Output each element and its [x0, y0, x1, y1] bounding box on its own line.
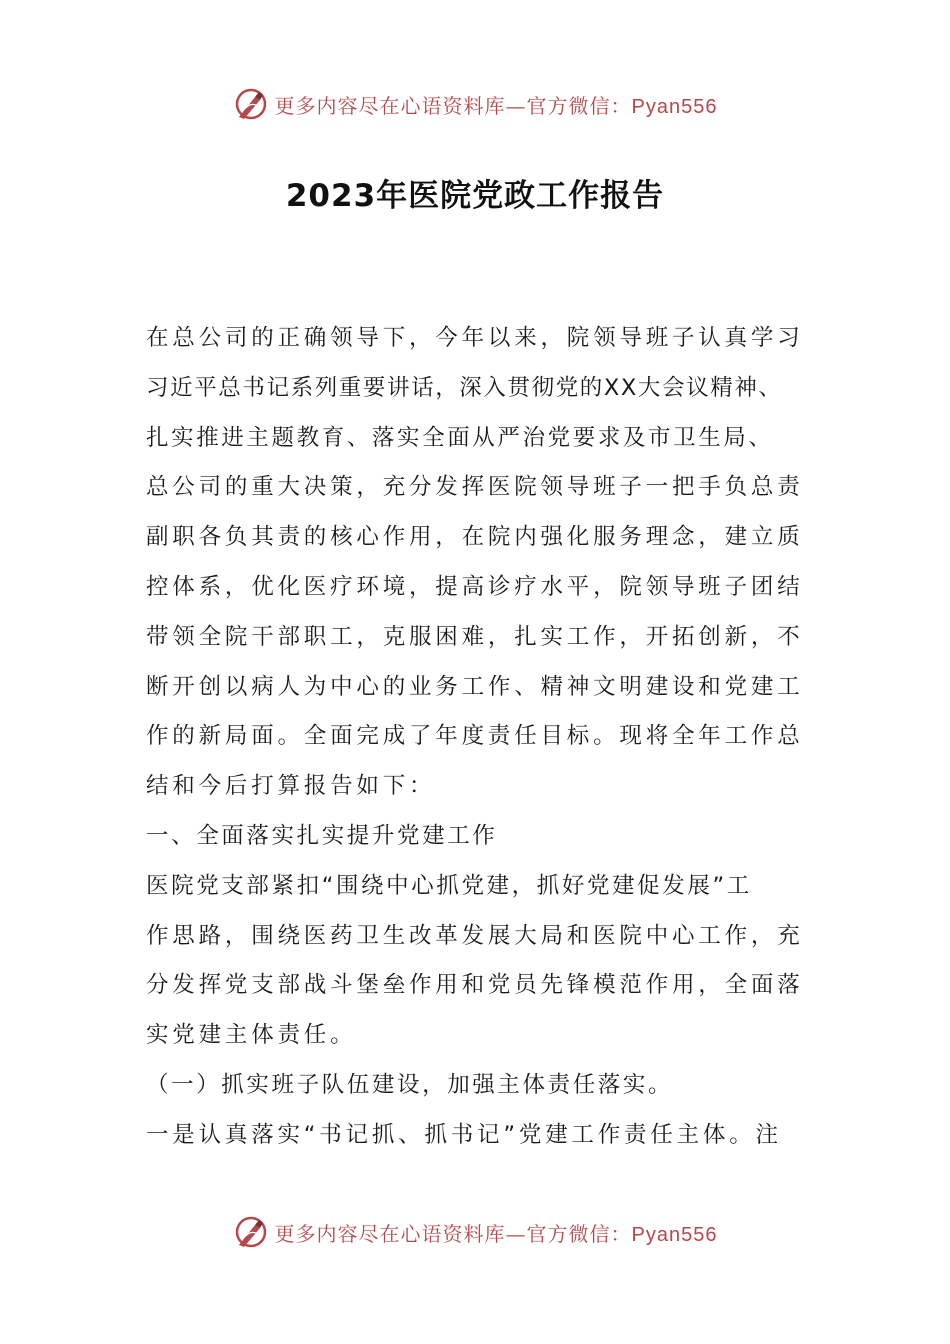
body-line: 一是认真落实“书记抓、抓书记”党建工作责任主体。注	[146, 1121, 782, 1148]
subsection-heading: （一）抓实班子队伍建设，加强主体责任落实。	[146, 1071, 674, 1098]
watermark-text: 更多内容尽在心语资料库—官方微信：Pyan556	[274, 1221, 718, 1246]
document-body	[146, 314, 826, 1161]
pen-circle-logo-icon	[233, 86, 269, 122]
watermark-banner-top	[0, 84, 950, 124]
watermark-text: 更多内容尽在心语资料库—官方微信：Pyan556	[274, 93, 718, 118]
body-line: 作的新局面。全面完成了年度责任目标。现将全年工作总	[146, 723, 804, 750]
body-line: 实党建主体责任。	[146, 1022, 357, 1049]
body-line: 结和今后打算报告如下：	[146, 773, 436, 800]
body-line: 分发挥党支部战斗堡垒作用和党员先锋模范作用，全面落	[146, 972, 804, 999]
watermark-wechat-id: Pyan556	[631, 95, 718, 118]
body-line: 在总公司的正确领导下，今年以来，院领导班子认真学习	[146, 325, 804, 351]
body-line: 副职各负其责的核心作用，在院内强化服务理念，建立质	[146, 524, 804, 551]
section-heading: 一、全面落实扎实提升党建工作	[146, 822, 498, 849]
body-line: 控体系，优化医疗环境，提高诊疗水平，院领导班子团结	[146, 573, 804, 600]
body-line: 作思路，围绕医药卫生改革发展大局和医院中心工作，充	[146, 922, 804, 949]
watermark-wechat-id: Pyan556	[631, 1223, 718, 1246]
body-line: 扎实推进主题教育、落实全面从严治党要求及市卫生局、	[146, 424, 774, 451]
body-line: 习近平总书记系列重要讲话，深入贯彻党的XX大会议精神、	[146, 374, 783, 401]
body-line: 总公司的重大决策，充分发挥医院领导班子一把手负总责	[146, 474, 804, 501]
pen-circle-logo-icon	[233, 1214, 269, 1250]
body-line: 断开创以病人为中心的业务工作、精神文明建设和党建工	[146, 673, 804, 700]
document-title: 2023年医院党政工作报告	[285, 178, 665, 214]
watermark-banner-bottom	[0, 1212, 950, 1252]
body-line: 医院党支部紧扣“围绕中心抓党建，抓好党建促发展”工	[146, 872, 752, 899]
body-line: 带领全院干部职工，克服困难，扎实工作，开拓创新，不	[146, 623, 804, 650]
